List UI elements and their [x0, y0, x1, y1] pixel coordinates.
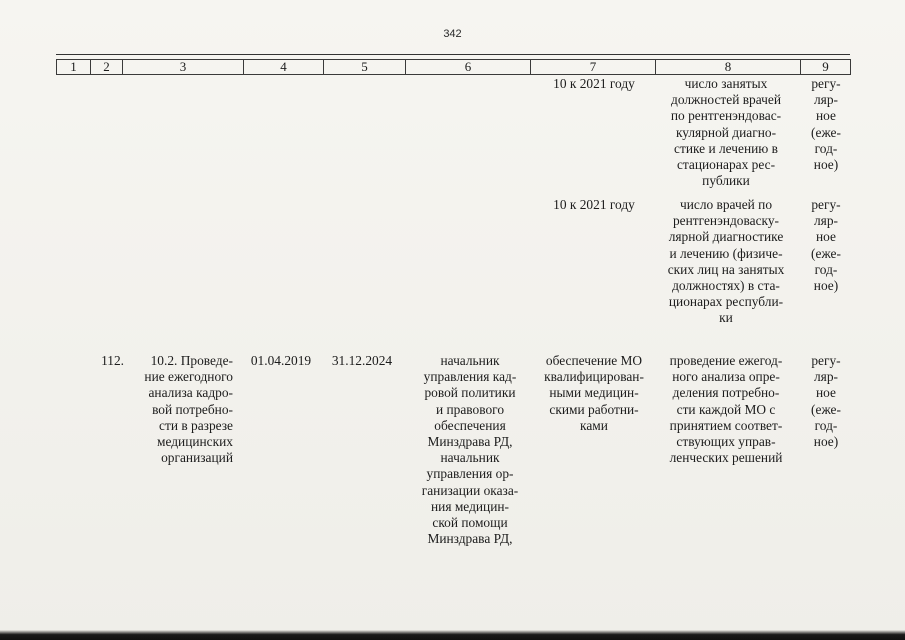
column-header-7: 7	[531, 60, 656, 75]
row-112-frequency: регу- ляр- ное (еже- год- ное)	[811, 353, 841, 450]
row-112-end-date: 31.12.2024	[331, 353, 393, 368]
row-112-number: 112.	[101, 353, 124, 368]
continuation-row-2-col7: 10 к 2021 году	[553, 197, 635, 212]
row-112-indicator: проведение ежегод- ного анализа опре- деления потребно- сти каждой МО с принятием соответ- ствующих управ- ленческих решений	[669, 353, 783, 466]
column-header-5: 5	[324, 60, 406, 75]
continuation-row-1-col7: 10 к 2021 году	[553, 76, 635, 91]
continuation-row-2-col9: регу- ляр- ное (еже- год- ное)	[811, 197, 841, 294]
continuation-row-2-col8: число врачей по рентгенэндоваску- лярной диагностике и лечению (физиче- ских лиц на занятых должностях) в ста- ционарах республи- ки	[667, 197, 785, 326]
header-row	[57, 60, 851, 75]
column-number-header	[56, 59, 851, 75]
column-header-4: 4	[244, 60, 324, 75]
column-header-2: 2	[91, 60, 123, 75]
row-112-start-date: 01.04.2019	[250, 353, 312, 368]
continuation-row-1-col8: число занятых должностей врачей по рентгенэндовас- кулярной диагно- стике и лечению в стационарах рес- публики	[670, 76, 782, 189]
row-112-expected-result: обеспечение МО квалифицирован- ными медицин- скими работни- ками	[544, 353, 644, 433]
column-header-9: 9	[801, 60, 851, 75]
row-112-responsible: начальник управления кад- ровой политики и правового обеспечения Минздрава РД, начальник управления ор- ганизации оказа- ния медицин- ской помощи Минздрава РД,	[421, 353, 519, 547]
page-number: 342	[443, 28, 462, 40]
top-rule	[56, 54, 850, 55]
column-header-3: 3	[123, 60, 244, 75]
column-header-6: 6	[406, 60, 531, 75]
continuation-row-1-col9: регу- ляр- ное (еже- год- ное)	[811, 76, 841, 173]
column-header-8: 8	[656, 60, 801, 75]
row-112-activity: 10.2. Проведе- ние ежегодного анализа кадро- вой потребно- сти в разрезе медицинских организаций	[144, 353, 233, 466]
scan-bottom-edge	[0, 630, 905, 640]
column-header-1: 1	[57, 60, 91, 75]
